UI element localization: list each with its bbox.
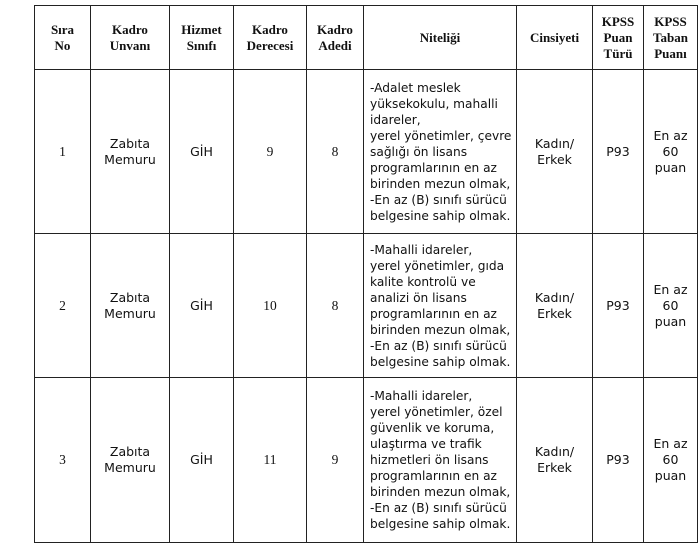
cinsiyet-line: Erkek: [537, 305, 572, 321]
cell-niteligi: [364, 234, 517, 378]
header-kpss-puan-turu: [593, 6, 644, 70]
taban-line: puan: [654, 159, 687, 175]
nitelik-line: analizi ön lisans: [370, 290, 467, 305]
header-text-line: Cinsiyeti: [529, 29, 580, 45]
cell-sira-no: 3: [35, 378, 91, 543]
cell-kpss-puan-turu: P93: [593, 378, 644, 543]
cell-kadro-derecesi: 9: [234, 70, 307, 234]
cell-kpss-puan-turu: P93: [593, 234, 644, 378]
taban-line: 60: [662, 297, 679, 313]
nitelik-line: sağlığı ön lisans: [370, 144, 468, 159]
header-text-line: Sıra: [50, 21, 75, 37]
cell-cinsiyeti: [517, 70, 593, 234]
cell-hizmet-sinifi: GİH: [170, 70, 234, 234]
nitelik-line: -Mahalli idareler,: [370, 389, 473, 403]
nitelik-line: idareler,: [370, 112, 421, 127]
header-text-line: Adedi: [318, 37, 352, 53]
header-text-line: KPSS: [601, 13, 635, 29]
cell-kadro-derecesi: 10: [234, 234, 307, 378]
header-text-line: Türü: [603, 45, 633, 61]
nitelik-line: -En az (B) sınıfı sürücü: [370, 338, 507, 353]
nitelik-line: güvenlik ve koruma,: [370, 421, 495, 435]
nitelik-line: -En az (B) sınıfı sürücü: [370, 192, 507, 207]
cell-kadro-adedi: 8: [307, 70, 364, 234]
nitelik-line: ulaştırma ve trafik: [370, 437, 482, 451]
unvan-line: Zabıta: [109, 289, 151, 305]
header-text-line: Puanı: [654, 45, 687, 61]
cell-kadro-adedi: 8: [307, 234, 364, 378]
header-sira-no: [35, 6, 91, 70]
cinsiyet-line: Erkek: [537, 151, 572, 167]
taban-line: puan: [654, 313, 687, 329]
cell-sira-no: 1: [35, 70, 91, 234]
cinsiyet-line: Kadın/: [534, 135, 575, 151]
cinsiyet-line: Erkek: [537, 460, 572, 475]
nitelik-line: yüksekokulu, mahalli: [370, 96, 498, 111]
cell-hizmet-sinifi: GİH: [170, 378, 234, 543]
nitelik-line: yerel yönetimler, özel: [370, 405, 503, 419]
nitelik-line: hizmetleri ön lisans: [370, 453, 489, 467]
cell-sira-no: 2: [35, 234, 91, 378]
taban-line: 60: [662, 143, 679, 159]
cell-kadro-derecesi: 11: [234, 378, 307, 543]
nitelik-line: belgesine sahip olmak.: [370, 517, 511, 531]
nitelik-line: programlarının en az: [370, 160, 497, 175]
cell-kadro-adedi: 9: [307, 378, 364, 543]
cell-cinsiyeti: [517, 378, 593, 543]
table-row: [35, 234, 698, 378]
table-header-row: [35, 6, 698, 70]
nitelik-line: yerel yönetimler, çevre: [370, 128, 512, 143]
taban-line: En az: [653, 436, 688, 451]
nitelik-line: birinden mezun olmak,: [370, 485, 511, 499]
cinsiyet-line: Kadın/: [534, 444, 575, 459]
cell-niteligi: [364, 70, 517, 234]
nitelik-line: kalite kontrolü ve: [370, 274, 476, 289]
nitelik-line: -Mahalli idareler,: [370, 242, 473, 257]
nitelik-line: programlarının en az: [370, 306, 497, 321]
header-niteligi: [364, 6, 517, 70]
header-kadro-derecesi: [234, 6, 307, 70]
table-body: [35, 70, 698, 543]
taban-line: 60: [662, 452, 679, 467]
cell-kadro-unvani: [91, 378, 170, 543]
table-row: [35, 70, 698, 234]
header-text-line: Sınıfı: [186, 37, 217, 53]
cell-kpss-taban-puani: [644, 234, 698, 378]
nitelik-line: -En az (B) sınıfı sürücü: [370, 501, 507, 515]
header-text-line: Kadro: [112, 21, 148, 37]
nitelik-line: programlarının en az: [370, 469, 497, 483]
header-text-line: Kadro: [317, 21, 353, 37]
unvan-line: Memuru: [104, 460, 156, 475]
cell-kadro-unvani: [91, 70, 170, 234]
cinsiyet-line: Kadın/: [534, 289, 575, 305]
header-hizmet-sinifi: [170, 6, 234, 70]
cell-kpss-taban-puani: [644, 70, 698, 234]
cell-kpss-puan-turu: P93: [593, 70, 644, 234]
unvan-line: Memuru: [104, 305, 156, 321]
nitelik-line: birinden mezun olmak,: [370, 322, 511, 337]
table-row: [35, 378, 698, 543]
header-text-line: Derecesi: [246, 37, 294, 53]
cell-cinsiyeti: [517, 234, 593, 378]
header-text-line: Puan: [603, 29, 633, 45]
nitelik-line: belgesine sahip olmak.: [370, 354, 511, 369]
header-text-line: KPSS: [654, 13, 687, 29]
cell-kadro-unvani: [91, 234, 170, 378]
header-text-line: No: [54, 37, 71, 53]
taban-line: En az: [653, 127, 688, 143]
positions-table: [34, 5, 698, 543]
taban-line: En az: [653, 281, 688, 297]
cell-niteligi: [364, 378, 517, 543]
unvan-line: Memuru: [104, 151, 156, 167]
header-kadro-unvani: [91, 6, 170, 70]
header-kadro-adedi: [307, 6, 364, 70]
unvan-line: Zabıta: [109, 444, 151, 459]
nitelik-line: birinden mezun olmak,: [370, 176, 511, 191]
cell-hizmet-sinifi: GİH: [170, 234, 234, 378]
nitelik-line: yerel yönetimler, gıda: [370, 258, 505, 273]
cell-kpss-taban-puani: [644, 378, 698, 543]
header-text-line: Hizmet: [181, 21, 222, 37]
unvan-line: Zabıta: [109, 135, 151, 151]
header-text-line: Taban: [653, 29, 688, 45]
header-text-line: Kadro: [252, 21, 288, 37]
nitelik-line: belgesine sahip olmak.: [370, 208, 511, 223]
taban-line: puan: [654, 468, 687, 483]
header-cinsiyeti: [517, 6, 593, 70]
header-kpss-taban-puani: [644, 6, 698, 70]
header-text-line: Unvanı: [109, 37, 151, 53]
document-page: [34, 5, 698, 543]
header-text-line: Niteliği: [419, 29, 461, 45]
nitelik-line: -Adalet meslek: [370, 80, 461, 95]
